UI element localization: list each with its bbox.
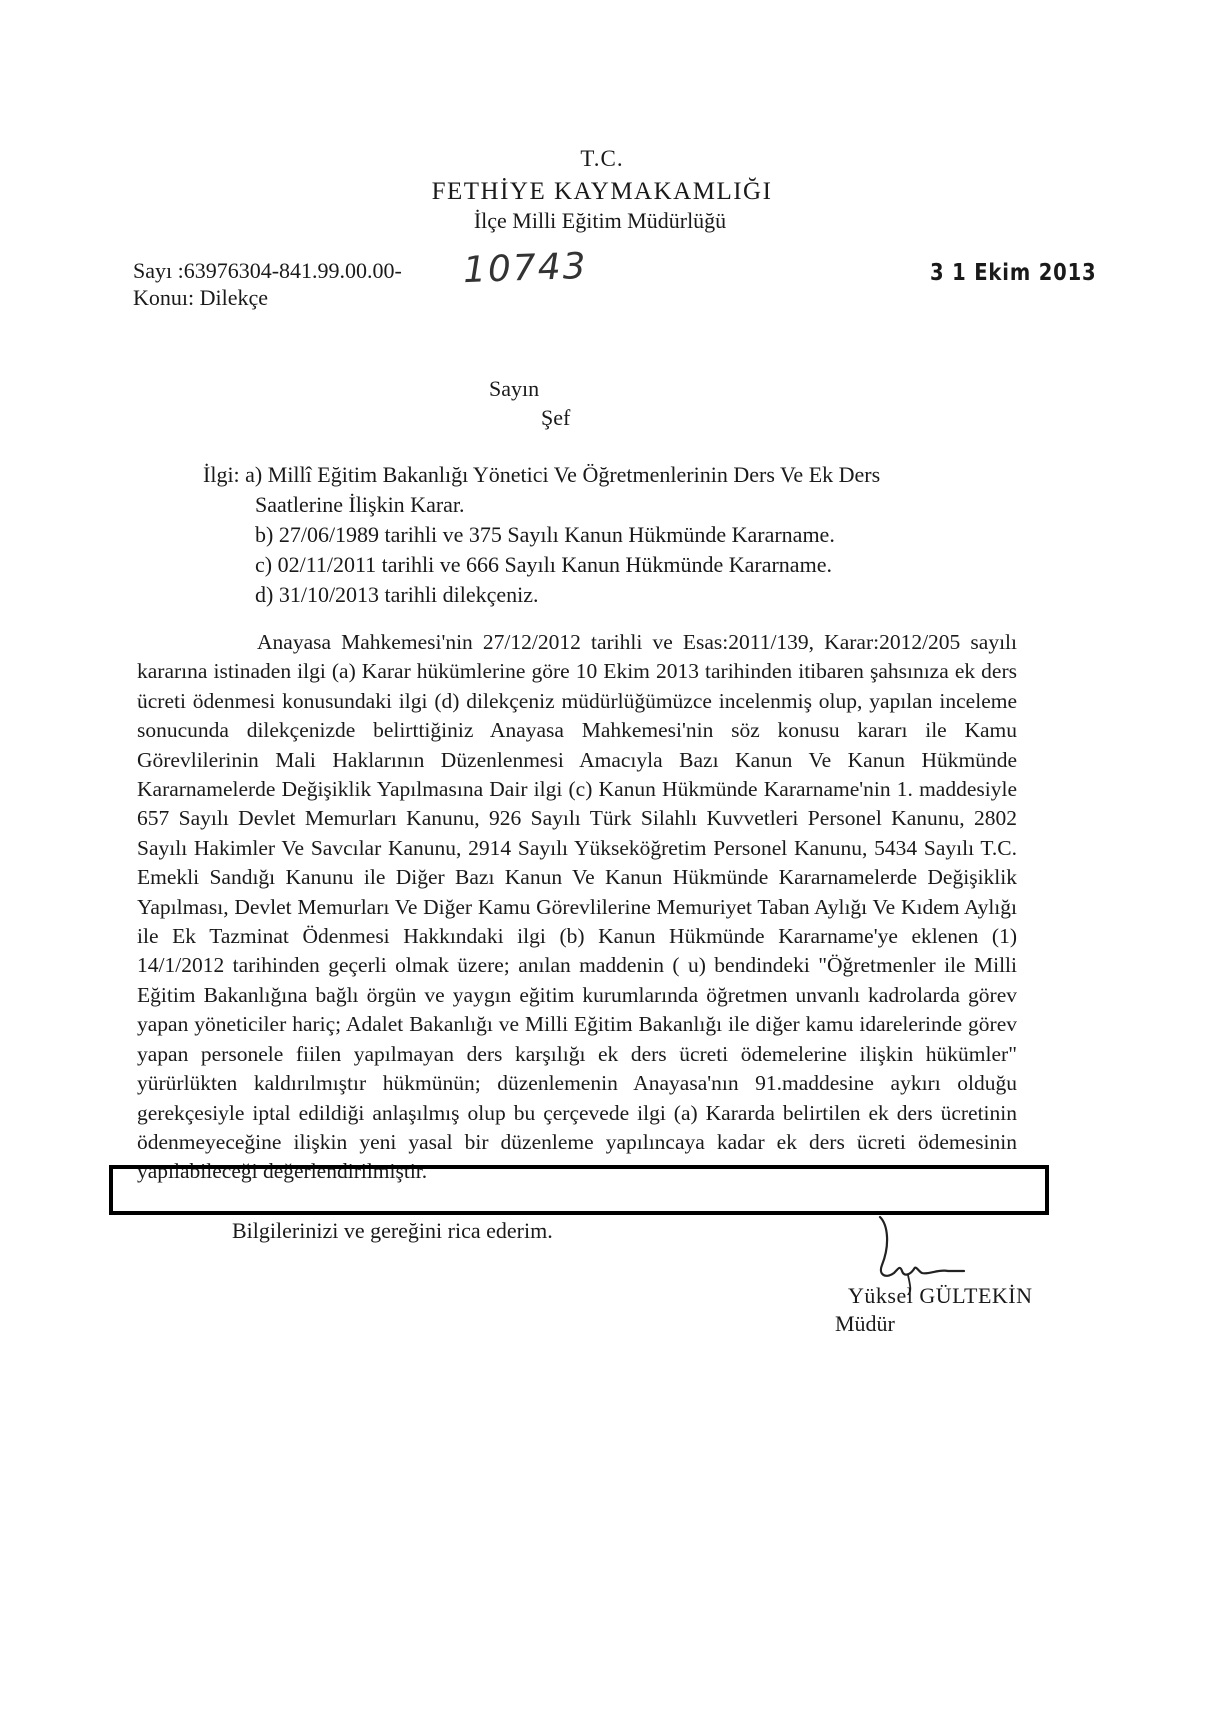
addressee-sayin: Sayın bbox=[489, 376, 540, 401]
konu-label: Konuı: Dilekçe bbox=[133, 285, 269, 310]
handwritten-number: 10743 bbox=[462, 245, 589, 292]
ilgi-list bbox=[203, 460, 1023, 610]
header-kaymakamlik: FETHİYE KAYMAKAMLIĞI bbox=[431, 178, 773, 205]
body-paragraph: Anayasa Mahkemesi'nin 27/12/2012 tarihli ve Esas:2011/139, Karar:2012/205 sayılı kararına istinaden ilgi (a) Karar hükümlerine göre 10 Ekim 2013 tarihinden itibaren şahsınıza ek ders ücreti ödenmesi konusundaki ilgi (d) dilekçeniz müdürlüğümüzce incelenmiş olup, yapılan inceleme sonucunda dilekçenizde belirttiğiniz Anayasa Mahkemesi'nin söz konusu kararı ile Kamu Görevlilerinin Mali Haklarının Düzenlenmesi Amacıyla Bazı Kanun Ve Kanun Hükmünde Kararnamelerde Değişiklik Yapılmasına Dair ilgi (c) Kanun Hükmünde Kararname'nin 1. maddesiyle 657 Sayılı Devlet Memurları Kanunu, 926 Sayılı Türk Silahlı Kuvvetleri Personel Kanunu, 2802 Sayılı Hakimler Ve Savcılar Kanunu, 2914 Sayılı Yükseköğretim Personel Kanunu, 5434 Sayılı T.C. Emekli Sandığı Kanunu ile Diğer Bazı Kanun Ve Kanun Hükmünde Kararnamelerde Değişiklik Yapılması, Devlet Memurları Ve Diğer Kamu Görevlilerine Memuriyet Taban Aylığı Ve Kıdem Aylığı ile Ek Tazminat Ödenmesi Hakkındaki ilgi (b) Kanun Hükmünde Kararname'ye eklenen (1) 14/1/2012 tarihinden geçerli olmak üzere; anılan maddenin ( u) bendindeki "Öğretmenler ile Milli Eğitim Bakanlığına bağlı örgün ve yaygın eğitim kurumlarında öğretmen unvanlı kadrolarda görev yapan yöneticiler hariç; Adalet Bakanlığı ve Milli Eğitim Bakanlığı ile diğer kamu idarelerinde görev yapan personele fiilen yapılmayan ders karşılığı ek ders ücreti ödemelerine ilişkin hükümler" yürürlükten kaldırılmıştır hükmünün; düzenlemenin Anayasa'nın 91.maddesine aykırı olduğu gerekçesiyle iptal edildiği anlaşılmış olup bu çerçevede ilgi (a) Kararda belirtilen ek ders ücretinin ödenmeyeceğine ilişkin yeni yasal bir düzenleme yapılıncaya kadar ek ders ücreti ödemesinin yapılabileceği değerlendirilmiştir. bbox=[137, 630, 1017, 1184]
closing-line: Bilgilerinizi ve gereğini rica ederim. bbox=[232, 1218, 553, 1243]
ilgi-item-a-cont: Saatlerine İlişkin Karar. bbox=[255, 492, 465, 517]
ilgi-item-d: d) 31/10/2013 tarihli dilekçeniz. bbox=[255, 582, 539, 607]
sayi-label: Sayı :63976304-841.99.00.00- bbox=[133, 258, 402, 283]
ilgi-item-a: İlgi: a) Millî Eğitim Bakanlığı Yönetici Ve Öğretmenlerinin Ders Ve Ek Ders bbox=[203, 462, 881, 487]
signer-title: Müdür bbox=[835, 1311, 895, 1336]
highlight-box bbox=[109, 1165, 1049, 1215]
ilgi-item-b: b) 27/06/1989 tarihli ve 375 Sayılı Kanun Hükmünde Kararname. bbox=[255, 522, 835, 547]
ilgi-item-c: c) 02/11/2011 tarihli ve 666 Sayılı Kanun Hükmünde Kararname. bbox=[255, 552, 832, 577]
addressee-sef: Şef bbox=[541, 405, 571, 430]
signer-name: Yüksel GÜLTEKİN bbox=[848, 1283, 1033, 1308]
date-stamp: 3 1 Ekim 2013 bbox=[930, 260, 1097, 286]
header-tc: T.C. bbox=[580, 146, 624, 171]
header-ilce-mudurlugu: İlçe Milli Eğitim Müdürlüğü bbox=[473, 208, 727, 233]
